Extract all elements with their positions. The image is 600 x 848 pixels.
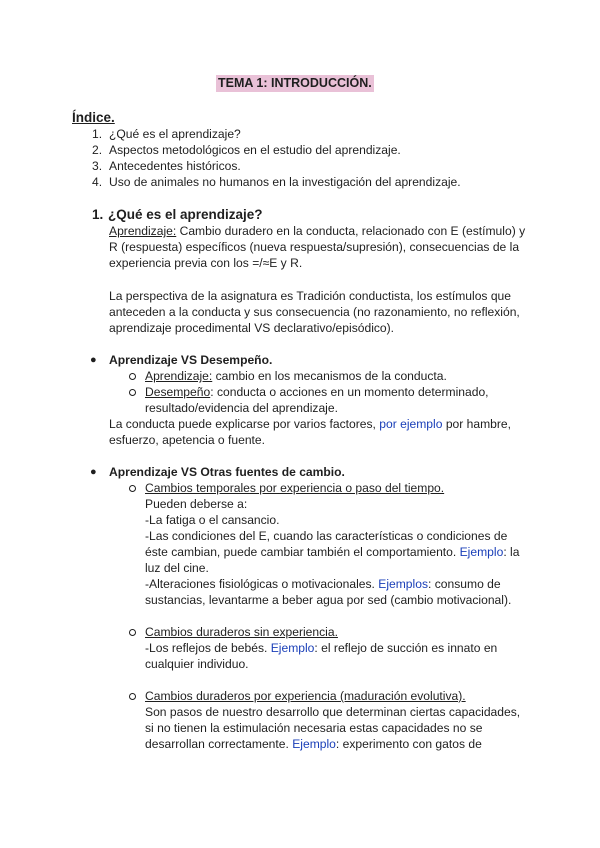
index-number: 2. <box>92 143 103 157</box>
sub-item-line: -La fatiga o el cansancio. <box>145 513 280 527</box>
sub-item <box>145 384 489 400</box>
sub-item-term: Desempeño <box>145 385 211 399</box>
section-heading <box>92 206 263 224</box>
sub-item-line: -Las condiciones del E, cuando las características o condiciones de <box>145 529 508 543</box>
sub-item-line: si no tienen la estimulación necesaria estas capacidades no se <box>145 721 483 735</box>
paragraph-text: por hambre, <box>442 417 512 431</box>
bullet-dot-icon: ● <box>90 466 97 478</box>
example-label: Ejemplo <box>459 545 504 559</box>
sub-item-text: -Alteraciones fisiológicas o motivacionales. <box>145 577 379 591</box>
sub-item-line: cualquier individuo. <box>145 657 249 671</box>
sub-item-continuation: resultado/evidencia del aprendizaje. <box>145 401 338 415</box>
sub-item-line: sustancias, levantarme a beber agua por sed (cambio motivacional). <box>145 593 512 607</box>
sub-item-term: Aprendizaje: <box>145 369 213 383</box>
example-label: Ejemplo <box>270 641 315 655</box>
index-number: 4. <box>92 175 103 189</box>
sub-item-line: Son pasos de nuestro desarrollo que determinan ciertas capacidades, <box>145 705 521 719</box>
bullet-heading: Aprendizaje VS Otras fuentes de cambio. <box>109 465 345 479</box>
sub-item-line <box>145 640 497 656</box>
sub-item-text: : conducta o acciones en un momento determinado, <box>210 385 489 399</box>
sub-item-text: : el reflejo de succión es innato en <box>314 641 498 655</box>
definition-line: R (respuesta) específicos (nueva respuesta/supresión), consecuencias de la <box>109 240 520 254</box>
circle-bullet-icon <box>129 693 136 700</box>
paragraph-line <box>109 416 511 432</box>
paragraph-text: La conducta puede explicarse por varios factores, <box>109 417 380 431</box>
section-title: ¿Qué es el aprendizaje? <box>108 207 263 222</box>
sub-item-text: : experimento con gatos de <box>335 737 482 751</box>
sub-item-line: luz del cine. <box>145 561 209 575</box>
paragraph-line: aprendizaje procedimental VS declarativo/episódico). <box>109 321 395 335</box>
index-item: ¿Qué es el aprendizaje? <box>109 127 241 141</box>
index-heading: Índice. <box>72 110 115 125</box>
sub-item-line <box>145 736 482 752</box>
index-item: Aspectos metodológicos en el estudio del aprendizaje. <box>109 143 401 157</box>
sub-item-title: Cambios duraderos por experiencia (maduración evolutiva). <box>145 689 466 703</box>
sub-item <box>145 368 447 384</box>
example-label: por ejemplo <box>379 417 443 431</box>
index-item: Antecedentes históricos. <box>109 159 241 173</box>
sub-item-line <box>145 576 501 592</box>
bullet-heading: Aprendizaje VS Desempeño. <box>109 353 273 367</box>
definition-term: Aprendizaje: <box>109 224 177 238</box>
sub-item-text: : la <box>503 545 520 559</box>
example-label: Ejemplo <box>292 737 336 751</box>
sub-item-line <box>145 544 519 560</box>
definition-text: Cambio duradero en la conducta, relacionado con E (estímulo) y <box>176 224 526 238</box>
example-label: Ejemplos <box>378 577 428 591</box>
sub-item-text: cambio en los mecanismos de la conducta. <box>212 369 447 383</box>
circle-bullet-icon <box>129 485 136 492</box>
sub-item-text: éste cambian, puede cambiar también el comportamiento. <box>145 545 460 559</box>
definition-line: experiencia previa con los =/≈E y R. <box>109 256 303 270</box>
page-title: TEMA 1: INTRODUCCIÓN. <box>218 76 372 90</box>
bullet-dot-icon: ● <box>90 354 97 366</box>
index-item: Uso de animales no humanos en la investigación del aprendizaje. <box>109 175 461 189</box>
paragraph-line: anteceden a la conducta y sus consecuencia (no razonamiento, no reflexión, <box>109 305 520 319</box>
circle-bullet-icon <box>129 389 136 396</box>
sub-item-line: Pueden deberse a: <box>145 497 248 511</box>
paragraph-line: esfuerzo, apetencia o fuente. <box>109 433 265 447</box>
index-number: 1. <box>92 127 103 141</box>
sub-item-title: Cambios temporales por experiencia o paso del tiempo. <box>145 481 445 495</box>
sub-item-title: Cambios duraderos sin experiencia. <box>145 625 338 639</box>
sub-item-text: -Los reflejos de bebés. <box>145 641 271 655</box>
index-number: 3. <box>92 159 103 173</box>
paragraph-line: La perspectiva de la asignatura es Tradición conductista, los estímulos que <box>109 289 512 303</box>
sub-item-text: : consumo de <box>428 577 501 591</box>
section-number: 1. <box>92 207 104 222</box>
sub-item-text: desarrollan correctamente. <box>145 737 293 751</box>
circle-bullet-icon <box>129 373 136 380</box>
circle-bullet-icon <box>129 629 136 636</box>
definition-line <box>109 223 525 239</box>
